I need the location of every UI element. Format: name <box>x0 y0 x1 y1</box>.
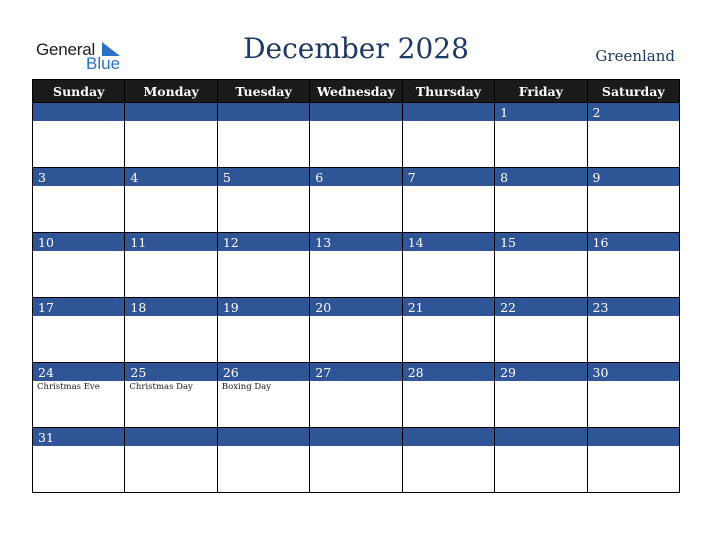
day-cell <box>587 428 679 493</box>
day-cell-content <box>310 428 401 492</box>
day-cell-content <box>125 428 216 492</box>
holiday-label: Boxing Day <box>221 382 272 392</box>
day-number: 21 <box>407 300 424 315</box>
day-cell <box>587 233 679 298</box>
holiday-label <box>310 251 401 252</box>
day-cell <box>217 103 309 168</box>
date-bar <box>310 103 401 121</box>
day-number: 11 <box>130 235 147 250</box>
holiday-label <box>125 316 216 317</box>
day-cell <box>402 428 494 493</box>
day-cell <box>587 103 679 168</box>
week-row <box>33 298 680 363</box>
holiday-label <box>33 251 124 252</box>
day-cell <box>587 363 679 428</box>
day-cell-content <box>310 298 401 362</box>
day-cell-content <box>33 103 124 167</box>
date-bar <box>403 428 494 446</box>
holiday-label <box>125 251 216 252</box>
day-number: 1 <box>500 105 509 120</box>
holiday-label <box>495 121 586 122</box>
holiday-label <box>588 121 679 122</box>
day-number: 23 <box>592 300 609 315</box>
day-cell-content <box>495 168 586 232</box>
day-cell-content <box>588 103 679 167</box>
day-number: 17 <box>38 300 54 315</box>
country-label: Greenland <box>595 47 675 65</box>
day-cell-content <box>310 103 401 167</box>
holiday-label <box>588 316 679 317</box>
calendar-body <box>33 103 680 493</box>
day-number: 3 <box>38 170 46 185</box>
date-bar <box>125 168 216 186</box>
day-cell-content <box>588 428 679 492</box>
day-number: 9 <box>592 170 601 185</box>
day-cell-content <box>33 298 124 362</box>
holiday-label <box>588 446 679 447</box>
weekday-header: Thursday <box>402 80 494 103</box>
holiday-label <box>403 316 494 317</box>
holiday-label <box>33 121 124 122</box>
day-cell <box>125 168 217 233</box>
weekday-header: Tuesday <box>217 80 309 103</box>
day-number: 10 <box>38 235 54 250</box>
day-cell <box>495 168 587 233</box>
day-cell-content <box>125 233 216 297</box>
day-number: 20 <box>315 300 332 315</box>
day-cell <box>33 363 125 428</box>
holiday-label: Christmas Day <box>129 382 193 392</box>
day-cell-content <box>33 168 124 232</box>
day-cell-content <box>588 363 679 427</box>
holiday-label <box>495 316 586 317</box>
day-number: 19 <box>222 300 239 315</box>
day-cell <box>33 298 125 363</box>
date-bar <box>495 168 586 186</box>
day-cell <box>125 233 217 298</box>
date-bar <box>218 103 309 121</box>
date-bar <box>218 233 309 251</box>
day-number: 12 <box>222 235 239 250</box>
date-bar <box>310 298 401 316</box>
day-cell-content <box>495 428 586 492</box>
day-cell-content <box>218 168 309 232</box>
week-row <box>33 168 680 233</box>
date-bar <box>33 428 124 446</box>
day-cell-content <box>310 168 401 232</box>
date-bar <box>588 363 679 381</box>
date-bar <box>33 103 124 121</box>
week-row <box>33 428 680 493</box>
day-cell <box>217 363 309 428</box>
day-cell <box>125 298 217 363</box>
day-cell-content <box>495 233 586 297</box>
holiday-label <box>495 251 586 252</box>
day-cell-content <box>403 168 494 232</box>
day-cell-content <box>33 428 124 492</box>
date-bar <box>495 298 586 316</box>
date-bar <box>403 363 494 381</box>
day-cell <box>310 298 402 363</box>
date-bar <box>125 233 216 251</box>
day-number: 4 <box>130 170 139 185</box>
holiday-label <box>310 446 401 447</box>
day-cell <box>402 298 494 363</box>
weekday-header-row <box>33 80 680 103</box>
day-number: 25 <box>130 365 147 380</box>
day-number: 8 <box>500 170 509 185</box>
day-number: 15 <box>500 235 517 250</box>
day-cell <box>33 428 125 493</box>
holiday-label <box>403 186 494 187</box>
holiday-label <box>403 446 494 447</box>
day-number: 29 <box>500 365 517 380</box>
weekday-header: Friday <box>495 80 587 103</box>
date-bar <box>495 363 586 381</box>
holiday-label <box>495 381 586 382</box>
date-bar <box>403 298 494 316</box>
date-bar <box>588 168 679 186</box>
holiday-label <box>588 381 679 382</box>
day-cell-content <box>588 298 679 362</box>
day-cell-content <box>495 298 586 362</box>
holiday-label <box>218 446 309 447</box>
holiday-label <box>495 186 586 187</box>
date-bar <box>588 233 679 251</box>
date-bar <box>33 298 124 316</box>
date-bar <box>125 298 216 316</box>
date-bar <box>403 168 494 186</box>
weekday-header: Sunday <box>33 80 125 103</box>
day-cell <box>495 298 587 363</box>
day-number: 6 <box>315 170 324 185</box>
day-cell-content <box>218 103 309 167</box>
day-cell-content <box>125 103 216 167</box>
day-cell <box>310 233 402 298</box>
day-cell-content <box>218 298 309 362</box>
holiday-label <box>125 121 216 122</box>
day-cell-content <box>33 363 124 427</box>
day-cell-content <box>403 298 494 362</box>
day-cell-content <box>310 363 401 427</box>
date-bar <box>33 168 124 186</box>
day-number: 28 <box>407 365 424 380</box>
day-cell <box>217 233 309 298</box>
day-cell <box>33 168 125 233</box>
day-cell <box>217 298 309 363</box>
day-cell-content <box>588 233 679 297</box>
day-cell-content <box>218 363 309 427</box>
week-row <box>33 233 680 298</box>
day-cell <box>125 363 217 428</box>
date-bar <box>588 428 679 446</box>
day-cell <box>310 168 402 233</box>
day-cell-content <box>218 233 309 297</box>
day-cell <box>402 103 494 168</box>
day-cell-content <box>403 233 494 297</box>
day-cell-content <box>403 103 494 167</box>
date-bar <box>403 103 494 121</box>
date-bar <box>218 428 309 446</box>
holiday-label <box>33 186 124 187</box>
day-number: 30 <box>592 365 609 380</box>
day-cell <box>402 233 494 298</box>
date-bar <box>588 103 679 121</box>
holiday-label <box>218 186 309 187</box>
date-bar <box>495 233 586 251</box>
logo-general-text: General <box>36 40 96 59</box>
day-number: 16 <box>592 235 609 250</box>
day-cell-content <box>588 168 679 232</box>
holiday-label <box>403 121 494 122</box>
date-bar <box>125 363 216 381</box>
date-bar <box>495 428 586 446</box>
day-number: 22 <box>500 300 517 315</box>
holiday-label <box>403 381 494 382</box>
day-cell-content <box>125 168 216 232</box>
day-cell-content <box>125 363 216 427</box>
day-cell <box>310 103 402 168</box>
date-bar <box>218 298 309 316</box>
day-cell <box>587 168 679 233</box>
day-cell <box>217 428 309 493</box>
holiday-label: Christmas Eve <box>37 382 100 392</box>
day-cell <box>587 298 679 363</box>
date-bar <box>310 168 401 186</box>
date-bar <box>310 233 401 251</box>
holiday-label <box>125 186 216 187</box>
day-number: 27 <box>315 365 332 380</box>
day-cell <box>495 233 587 298</box>
day-cell <box>125 103 217 168</box>
holiday-label <box>588 251 679 252</box>
date-bar <box>403 233 494 251</box>
holiday-label <box>495 446 586 447</box>
date-bar <box>218 363 309 381</box>
day-cell <box>33 233 125 298</box>
day-cell-content <box>403 428 494 492</box>
date-bar <box>125 103 216 121</box>
day-number: 18 <box>130 300 147 315</box>
holiday-label <box>33 316 124 317</box>
holiday-label <box>588 186 679 187</box>
date-bar <box>588 298 679 316</box>
day-cell <box>495 103 587 168</box>
date-bar <box>125 428 216 446</box>
day-cell-content <box>218 428 309 492</box>
date-bar <box>495 103 586 121</box>
holiday-label <box>218 316 309 317</box>
weekday-header: Saturday <box>587 80 679 103</box>
day-cell <box>310 428 402 493</box>
holiday-label <box>310 121 401 122</box>
logo-blue-text: Blue <box>86 54 121 73</box>
day-cell-content <box>125 298 216 362</box>
day-cell-content <box>495 363 586 427</box>
day-cell-content <box>33 233 124 297</box>
day-cell <box>125 428 217 493</box>
day-cell <box>402 168 494 233</box>
day-cell <box>402 363 494 428</box>
day-number: 31 <box>38 430 54 445</box>
day-cell <box>495 363 587 428</box>
holiday-label <box>218 121 309 122</box>
holiday-label <box>218 251 309 252</box>
day-number: 24 <box>38 365 54 380</box>
holiday-label <box>310 186 401 187</box>
date-bar <box>310 363 401 381</box>
day-cell <box>217 168 309 233</box>
calendar-grid <box>32 79 680 493</box>
page-title: December 2028 <box>243 32 469 65</box>
week-row <box>33 103 680 168</box>
week-row <box>33 363 680 428</box>
date-bar <box>33 233 124 251</box>
day-number: 14 <box>407 235 424 250</box>
day-cell-content <box>310 233 401 297</box>
holiday-label <box>403 251 494 252</box>
holiday-label <box>310 316 401 317</box>
weekday-header: Monday <box>125 80 217 103</box>
day-number: 7 <box>407 170 416 185</box>
day-cell <box>33 103 125 168</box>
day-cell-content <box>495 103 586 167</box>
holiday-label <box>33 446 124 447</box>
day-cell <box>310 363 402 428</box>
day-number: 26 <box>222 365 239 380</box>
date-bar <box>33 363 124 381</box>
holiday-label <box>125 446 216 447</box>
holiday-label <box>310 381 401 382</box>
weekday-header: Wednesday <box>310 80 402 103</box>
day-number: 2 <box>592 105 601 120</box>
date-bar <box>310 428 401 446</box>
date-bar <box>218 168 309 186</box>
day-number: 5 <box>222 170 231 185</box>
day-cell-content <box>403 363 494 427</box>
day-cell <box>495 428 587 493</box>
day-number: 13 <box>315 235 332 250</box>
